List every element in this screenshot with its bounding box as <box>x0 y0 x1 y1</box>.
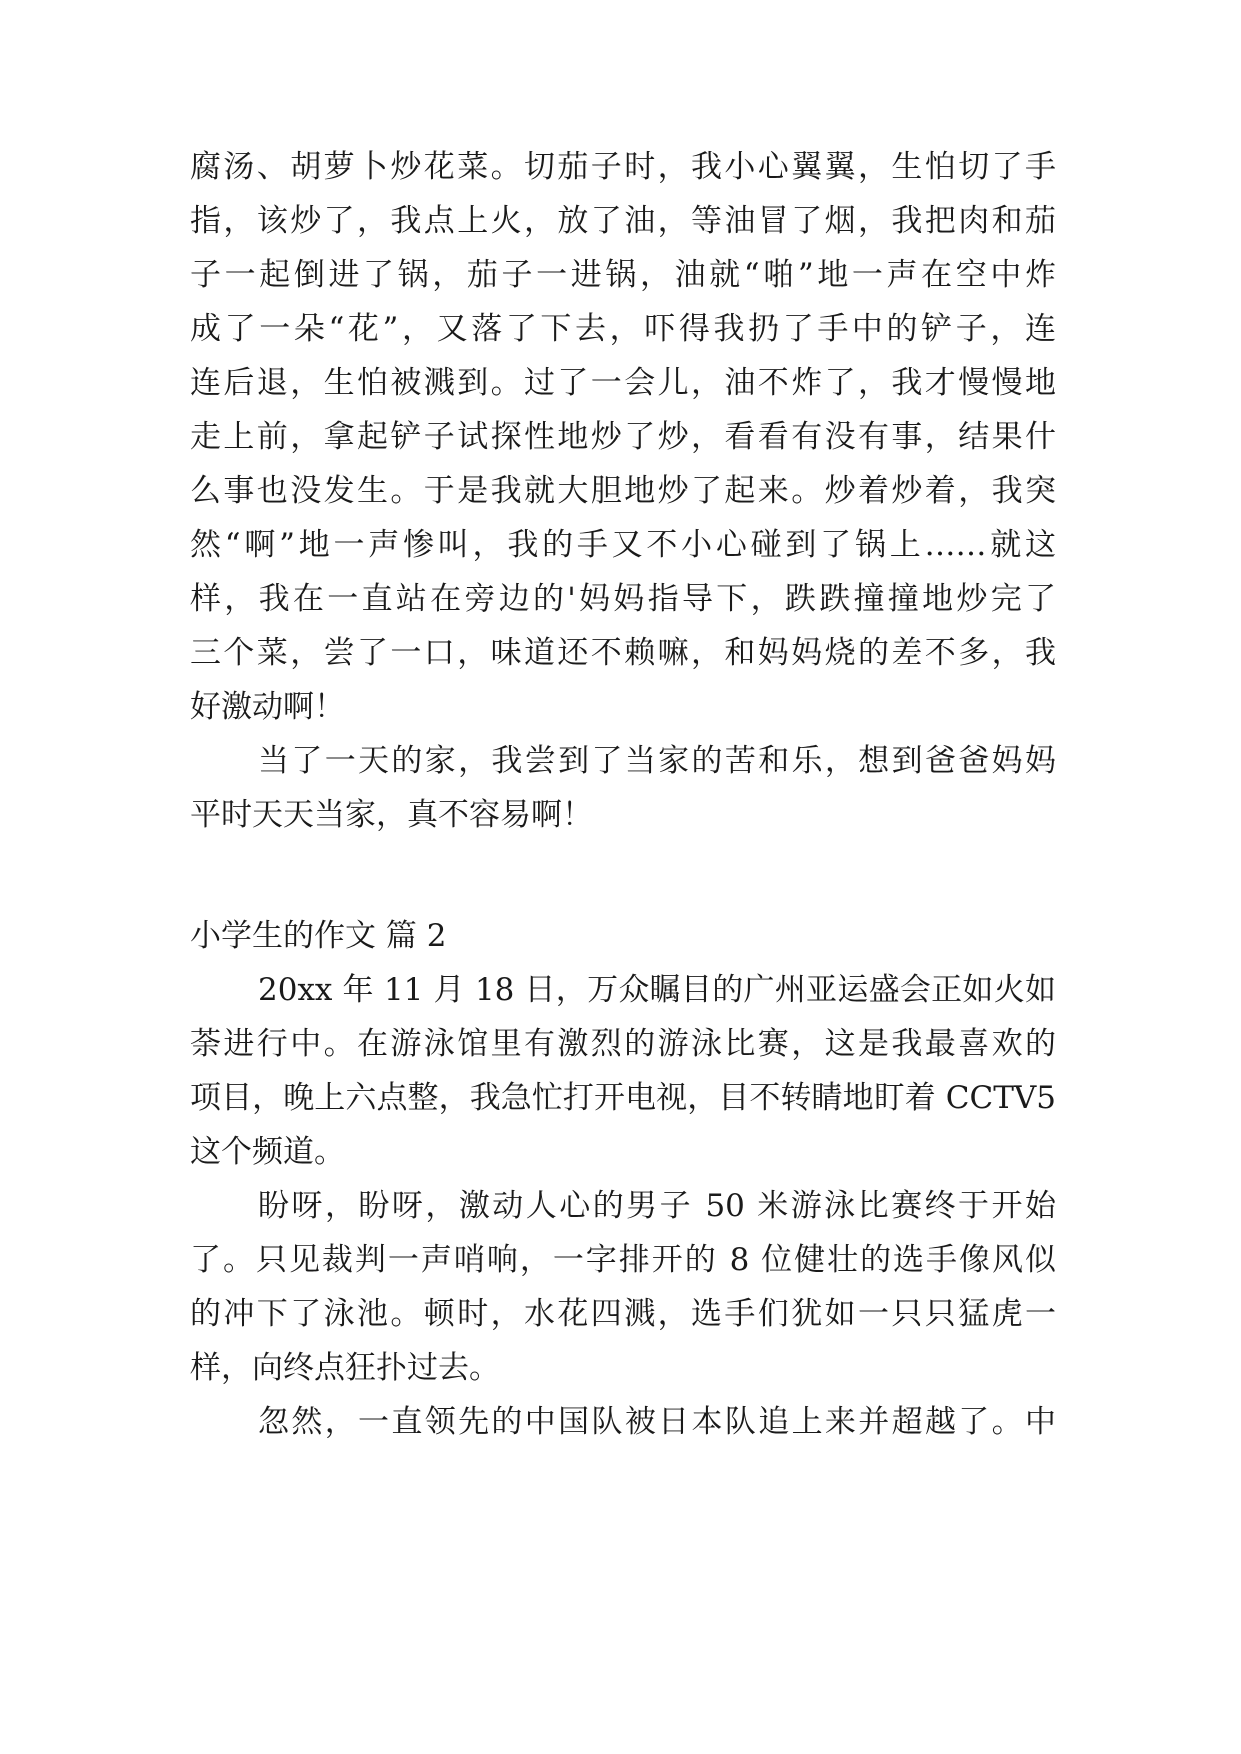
text-line: 了。只见裁判一声哨响，一字排开的 8 位健壮的选手像风似 <box>190 1242 1056 1278</box>
text-line: 荼进行中。在游泳馆里有激烈的游泳比赛，这是我最喜欢的 <box>190 1026 1056 1062</box>
text-line: 成了一朵“花”，又落了下去，吓得我扔了手中的铲子，连 <box>190 311 1056 347</box>
text-line: 连后退，生怕被溅到。过了一会儿，油不炸了，我才慢慢地 <box>190 365 1056 401</box>
text-line: 这个频道。 <box>190 1134 345 1170</box>
text-line: 盼呀，盼呀，激动人心的男子 50 米游泳比赛终于开始 <box>258 1188 1056 1224</box>
text-line: 20xx 年 11 月 18 日，万众瞩目的广州亚运盛会正如火如 <box>258 972 1056 1008</box>
text-line: 么事也没发生。于是我就大胆地炒了起来。炒着炒着，我突 <box>190 473 1056 509</box>
text-line: 平时天天当家，真不容易啊！ <box>190 797 593 833</box>
text-line: 项目，晚上六点整，我急忙打开电视，目不转睛地盯着 CCTV5 <box>190 1080 1056 1116</box>
section-title: 小学生的作文 篇 2 <box>190 918 447 954</box>
text-line: 忽然，一直领先的中国队被日本队追上来并超越了。中 <box>258 1404 1056 1440</box>
text-line: 当了一天的家，我尝到了当家的苦和乐，想到爸爸妈妈 <box>258 743 1056 779</box>
text-line: 样，我在一直站在旁边的'妈妈指导下，跌跌撞撞地炒完了 <box>190 581 1056 617</box>
text-line: 样，向终点狂扑过去。 <box>190 1350 500 1386</box>
text-line: 走上前，拿起铲子试探性地炒了炒，看看有没有事，结果什 <box>190 419 1056 455</box>
text-line: 三个菜，尝了一口，味道还不赖嘛，和妈妈烧的差不多，我 <box>190 635 1056 671</box>
text-line: 指，该炒了，我点上火，放了油，等油冒了烟，我把肉和茄 <box>190 203 1056 239</box>
text-line: 的冲下了泳池。顿时，水花四溅，选手们犹如一只只猛虎一 <box>190 1296 1056 1332</box>
text-line: 腐汤、胡萝卜炒花菜。切茄子时，我小心翼翼，生怕切了手 <box>190 149 1056 185</box>
text-line: 好激动啊！ <box>190 689 345 725</box>
text-line: 然“啊”地一声惨叫，我的手又不小心碰到了锅上……就这 <box>190 527 1056 563</box>
text-line: 子一起倒进了锅，茄子一进锅，油就“啪”地一声在空中炸 <box>190 257 1056 293</box>
